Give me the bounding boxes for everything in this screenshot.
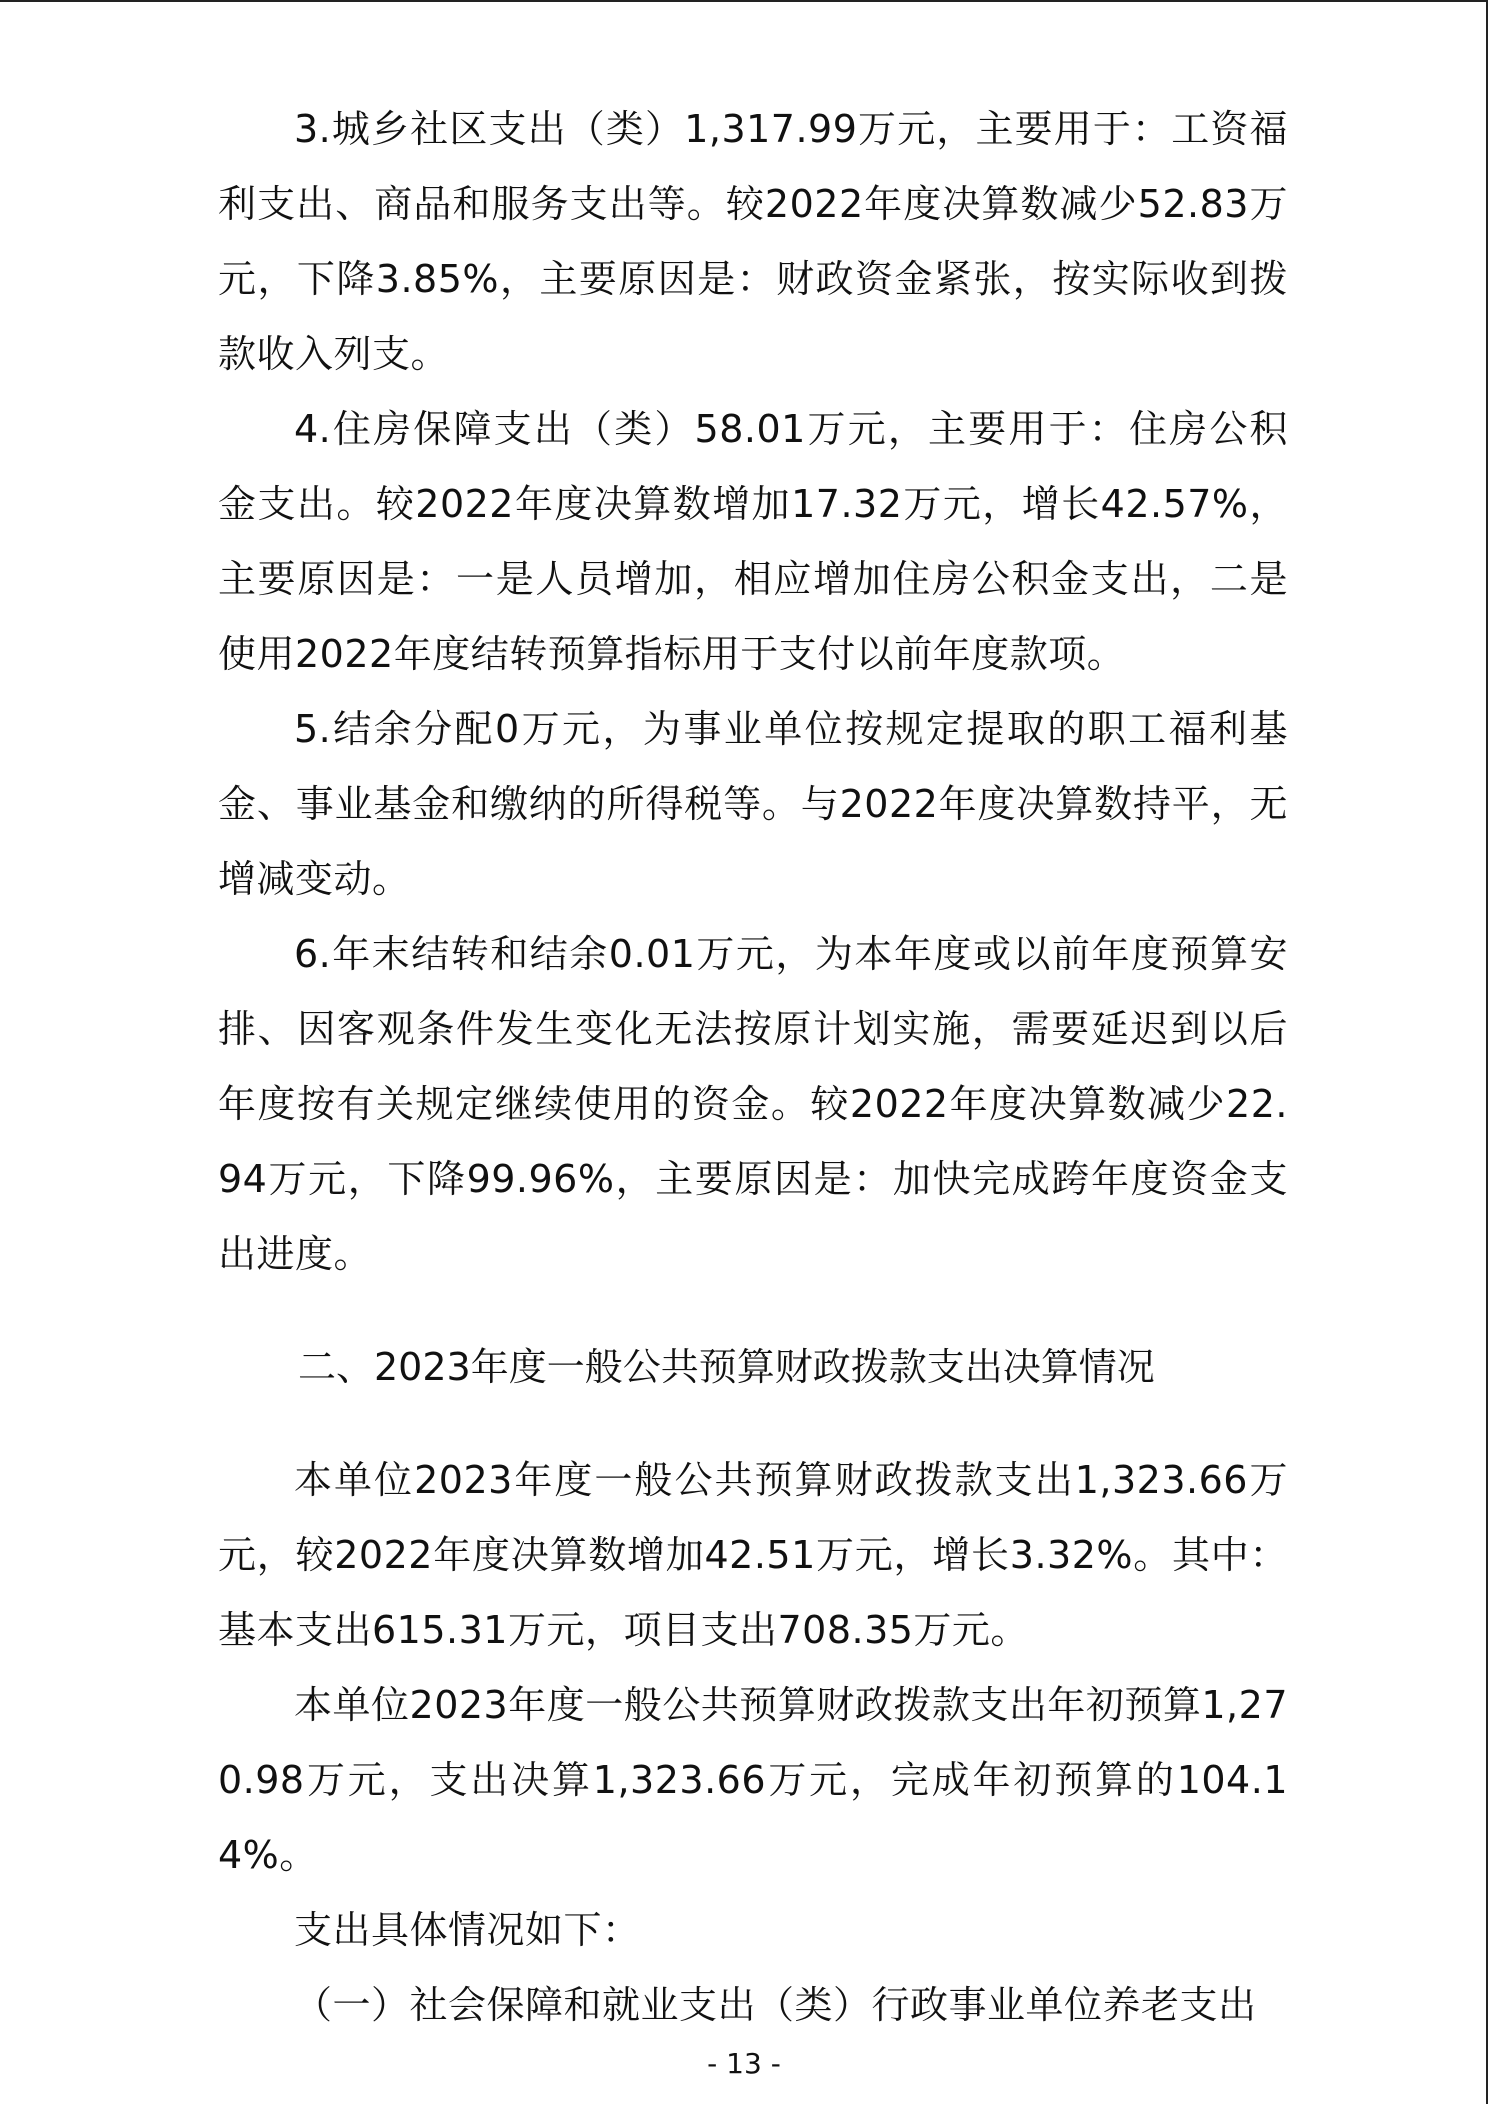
paragraph-urban-community-expenditure: 3.城乡社区支出（类）1,317.99万元，主要用于：工资福利支出、商品和服务支出等。较2022年度决算数减少52.83万元，下降3.85%，主要原因是：财政资金紧张，按实际收到拨款收入列支。	[218, 107, 1288, 376]
page-number: - 13 -	[707, 2047, 781, 2080]
paragraph-housing-security-expenditure: 4.住房保障支出（类）58.01万元，主要用于：住房公积金支出。较2022年度决算数增加17.32万元，增长42.57%，主要原因是：一是人员增加，相应增加住房公积金支出，二是使用2022年度结转预算指标用于支付以前年度款项。	[218, 407, 1288, 676]
paragraph-general-budget-expenditure: 本单位2023年度一般公共预算财政拨款支出1,323.66万元，较2022年度决算数增加42.51万元，增长3.32%。其中：基本支出615.31万元，项目支出708.35万元。	[218, 1458, 1288, 1652]
paragraph-initial-budget-comparison: 本单位2023年度一般公共预算财政拨款支出年初预算1,270.98万元，支出决算1,323.66万元，完成年初预算的104.14%。	[218, 1683, 1288, 1877]
paragraph-expenditure-details-intro: 支出具体情况如下：	[294, 1908, 641, 1952]
paragraph-year-end-carryover: 6.年末结转和结余0.01万元，为本年度或以前年度预算安排、因客观条件发生变化无法按原计划实施，需要延迟到以后年度按有关规定继续使用的资金。较2022年度决算数减少22.94万元，下降99.96%，主要原因是：加快完成跨年度资金支出进度。	[218, 932, 1288, 1276]
paragraph-surplus-distribution: 5.结余分配0万元，为事业单位按规定提取的职工福利基金、事业基金和缴纳的所得税等。与2022年度决算数持平，无增减变动。	[218, 707, 1288, 901]
section-heading: 二、2023年度一般公共预算财政拨款支出决算情况	[298, 1345, 1155, 1389]
paragraph-social-security-expenditure: （一）社会保障和就业支出（类）行政事业单位养老支出	[294, 1983, 1257, 2027]
page-border-top	[0, 0, 1488, 2]
document-body	[218, 92, 1288, 2043]
